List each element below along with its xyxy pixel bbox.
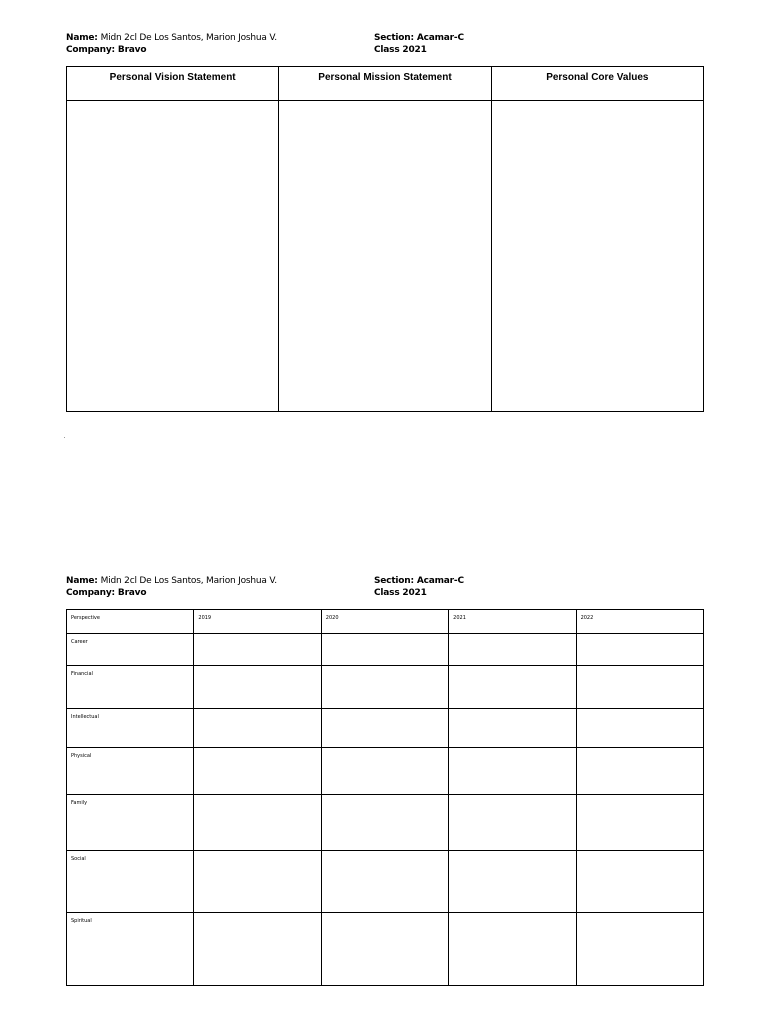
vision-mission-values-table — [66, 66, 704, 412]
section-value: Acamar-C — [416, 576, 464, 586]
table-cell[interactable] — [194, 709, 321, 748]
mission-column-header: Personal Mission Statement — [279, 67, 491, 101]
table-cell[interactable] — [321, 634, 448, 666]
vision-cell[interactable] — [67, 101, 279, 412]
mission-cell[interactable] — [279, 101, 491, 412]
table-cell[interactable] — [194, 748, 321, 795]
table-row — [67, 666, 704, 709]
table-cell[interactable] — [449, 709, 576, 748]
year-2022-column-header: 2022 — [576, 610, 703, 634]
table-cell[interactable] — [449, 851, 576, 913]
year-2020-column-header: 2020 — [321, 610, 448, 634]
table-cell[interactable] — [576, 748, 703, 795]
table-row — [67, 851, 704, 913]
row-label-financial: Financial — [67, 666, 194, 709]
table-row — [67, 913, 704, 986]
row-label-career: Career — [67, 634, 194, 666]
table-cell[interactable] — [194, 666, 321, 709]
company-value: Bravo — [117, 45, 147, 55]
name-label: Name: — [66, 576, 98, 586]
table-cell[interactable] — [576, 709, 703, 748]
section-label: Section: — [374, 33, 414, 43]
table-cell[interactable] — [576, 666, 703, 709]
table-row — [67, 634, 704, 666]
table-cell[interactable] — [449, 748, 576, 795]
row-label-physical: Physical — [67, 748, 194, 795]
header-block-2 — [66, 575, 706, 599]
table-cell[interactable] — [321, 913, 448, 986]
table-cell[interactable] — [321, 795, 448, 851]
table-cell[interactable] — [576, 795, 703, 851]
perspective-plan-table — [66, 609, 704, 986]
table-cell[interactable] — [449, 795, 576, 851]
name-value: Midn 2cl De Los Santos, Marion Joshua V. — [100, 33, 277, 43]
table-cell[interactable] — [194, 795, 321, 851]
row-label-intellectual: Intellectual — [67, 709, 194, 748]
plan-header-row — [67, 610, 704, 634]
table-cell[interactable] — [321, 709, 448, 748]
row-label-spiritual: Spiritual — [67, 913, 194, 986]
table-cell[interactable] — [576, 913, 703, 986]
stray-dot — [64, 437, 65, 438]
table-cell[interactable] — [194, 913, 321, 986]
core-values-column-header: Personal Core Values — [491, 67, 703, 101]
year-2019-column-header: 2019 — [194, 610, 321, 634]
perspective-column-header: Perspective — [67, 610, 194, 634]
name-value: Midn 2cl De Los Santos, Marion Joshua V. — [100, 576, 277, 586]
name-label: Name: — [66, 33, 98, 43]
company-label: Company: — [66, 45, 115, 55]
vision-table-body-row — [67, 101, 704, 412]
table-cell[interactable] — [321, 666, 448, 709]
class-label: Class — [374, 45, 400, 55]
table-cell[interactable] — [576, 634, 703, 666]
company-label: Company: — [66, 588, 115, 598]
section-value: Acamar-C — [416, 33, 464, 43]
table-cell[interactable] — [449, 913, 576, 986]
table-cell[interactable] — [194, 634, 321, 666]
header-block-1 — [66, 32, 706, 56]
company-value: Bravo — [117, 588, 147, 598]
year-2021-column-header: 2021 — [449, 610, 576, 634]
row-label-social: Social — [67, 851, 194, 913]
section-label: Section: — [374, 576, 414, 586]
table-cell[interactable] — [321, 748, 448, 795]
core-values-cell[interactable] — [491, 101, 703, 412]
table-cell[interactable] — [576, 851, 703, 913]
class-value: 2021 — [402, 45, 427, 55]
table-row — [67, 795, 704, 851]
table-cell[interactable] — [449, 634, 576, 666]
table-cell[interactable] — [449, 666, 576, 709]
table-row — [67, 748, 704, 795]
vision-column-header: Personal Vision Statement — [67, 67, 279, 101]
table-cell[interactable] — [321, 851, 448, 913]
table-row — [67, 709, 704, 748]
class-value: 2021 — [402, 588, 427, 598]
vision-table-header-row — [67, 67, 704, 101]
class-label: Class — [374, 588, 400, 598]
table-cell[interactable] — [194, 851, 321, 913]
row-label-family: Family — [67, 795, 194, 851]
